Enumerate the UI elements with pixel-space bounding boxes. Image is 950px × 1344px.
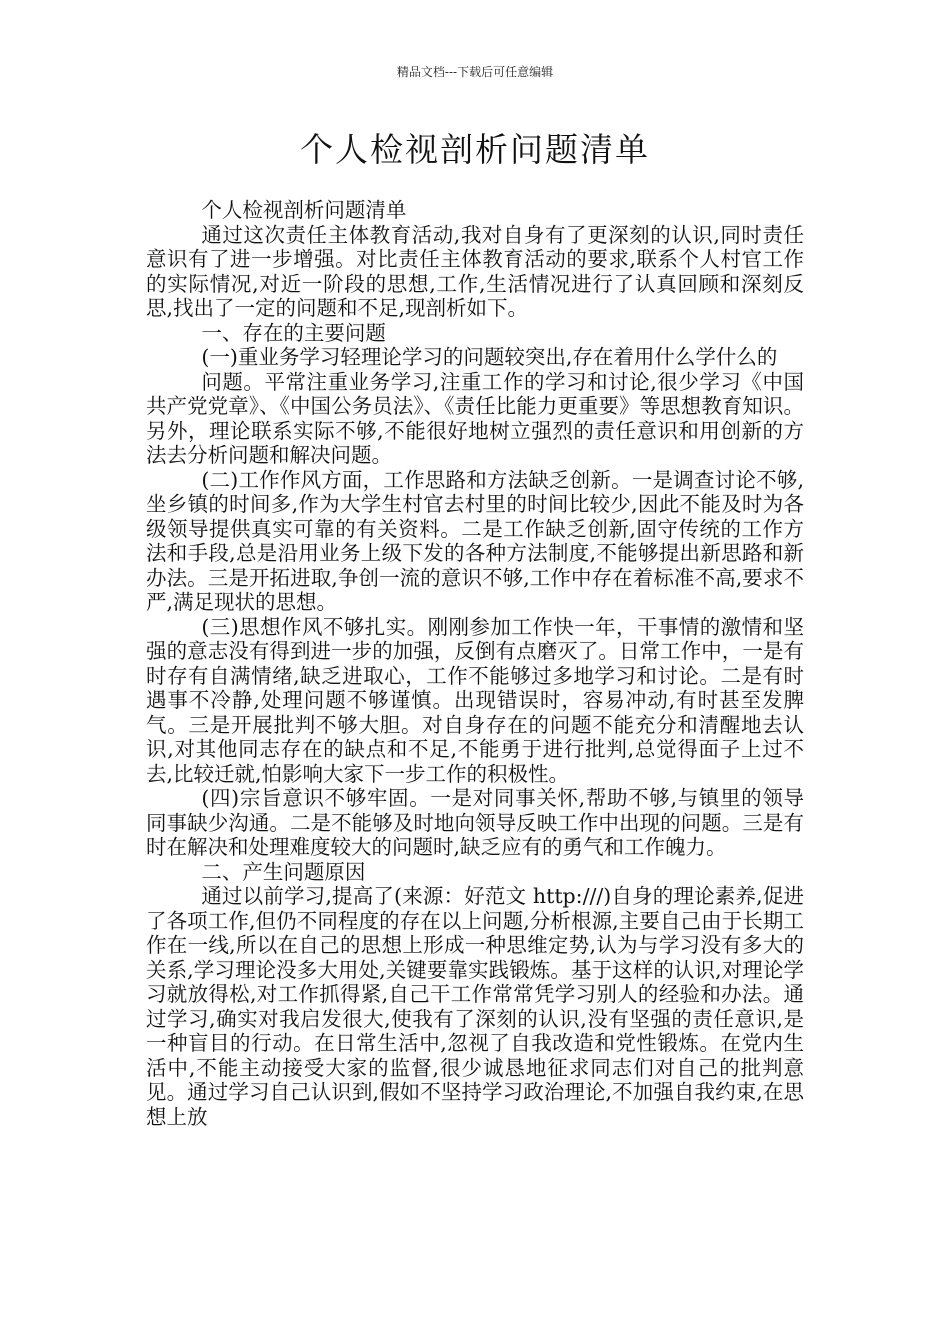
section-heading-problems: 一、存在的主要问题 xyxy=(201,320,386,345)
page-header: 精品文档---下载后可任意编辑 xyxy=(396,65,554,79)
paragraph-subtitle: 个人检视剖析问题清单 xyxy=(201,198,407,222)
paragraph-causes: 通过以前学习,提高了(来源：好范文 http:///)自身的理论素养,促进了各项工作,但仍不同程度的存在以上问题,分析根源,主要自己由于长期工作在一线,所以在自己的思想上形成一种思维定势,认为与学习没有多大的关系,学习理论没多大用处,关键要靠实践锻炼。基于这样的认识,对理论学习就放得松,对工作抓得紧,自己干工作常常凭学习别人的经验和办法。通过学习,确实对我启发很大,使我有了深刻的认识,没有坚强的责任意识,是一种盲目的行动。在日常生活中,忽视了自我改造和党性锻炼。在党内生活中,不能主动接受大家的监督,很少诚恳地征求同志们对自己的批判意见。通过学习自己认识到,假如不坚持学习政治理论,不加强自我约束,在思想上放 xyxy=(146,884,804,1129)
document-body xyxy=(146,198,804,1129)
section-heading-causes: 二、产生问题原因 xyxy=(201,859,366,884)
paragraph-intro: 通过这次责任主体教育活动,我对自身有了更深刻的认识,同时责任意识有了进一步增强。对比责任主体教育活动的要求,联系个人村官工作的实际情况,对近一阶段的思想,工作,生活情况进行了认真回顾和深刻反思,找出了一定的问题和不足,现剖析如下。 xyxy=(146,222,804,320)
paragraph-item-1-heading: (一)重业务学习轻理论学习的问题较突出,存在着用什么学什么的 xyxy=(201,345,778,369)
paragraph-item-1-body: 问题。平常注重业务学习,注重工作的学习和讨论,很少学习《中国共产党党章》、《中国公务员法》、《责任比能力更重要》等思想教育知识。另外，理论联系实际不够,不能很好地树立强烈的责任意识和用创新的方法去分析问题和解决问题。 xyxy=(146,369,804,467)
paragraph-item-4: (四)宗旨意识不够牢固。一是对同事关怀,帮助不够,与镇里的领导同事缺少沟通。二是不能够及时地向领导反映工作中出现的问题。三是有时在解决和处理难度较大的问题时,缺乏应有的勇气和工作魄力。 xyxy=(146,786,804,859)
paragraph-item-3: (三)思想作风不够扎实。刚刚参加工作快一年，干事情的激情和坚强的意志没有得到进一步的加强，反倒有点磨灭了。日常工作中，一是有时存有自满情绪,缺乏进取心，工作不能够过多地学习和讨论。二是有时遇事不冷静,处理问题不够谨慎。出现错误时，容易冲动,有时甚至发脾气。三是开展批判不够大胆。对自身存在的问题不能充分和清醒地去认识,对其他同志存在的缺点和不足,不能勇于进行批判,总觉得面子上过不去,比较迁就,怕影响大家下一步工作的积极性。 xyxy=(146,614,804,786)
paragraph-item-2: (二)工作作风方面，工作思路和方法缺乏创新。一是调查讨论不够,坐乡镇的时间多,作为大学生村官去村里的时间比较少,因此不能及时为各级领导提供真实可靠的有关资料。二是工作缺乏创新,固守传统的工作方法和手段,总是沿用业务上级下发的各种方法制度,不能够提出新思路和新办法。三是开拓进取,争创一流的意识不够,工作中存在着标准不高,要求不严,满足现状的思想。 xyxy=(146,467,804,614)
document-title: 个人检视剖析问题清单 xyxy=(300,130,650,169)
